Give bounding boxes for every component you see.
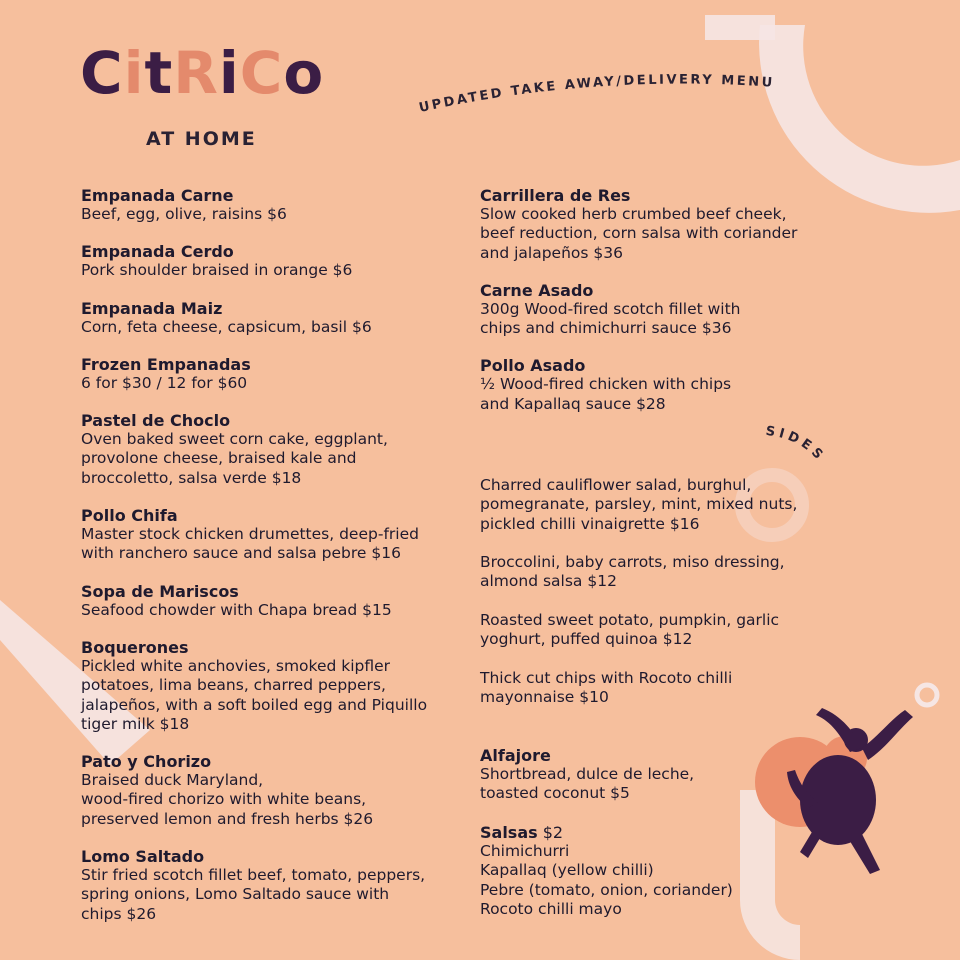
menu-item-name: Lomo Saltado bbox=[81, 847, 205, 867]
right-menu-column bbox=[480, 186, 880, 414]
menu-item bbox=[81, 638, 481, 734]
menu-item-desc: Oven baked sweet corn cake, eggplant, provolone cheese, braised kale and broccoletto, salsa verde $18 bbox=[81, 430, 388, 487]
menu-item bbox=[480, 281, 880, 339]
menu-item bbox=[81, 847, 481, 924]
menu-item-desc: Stir fried scotch fillet beef, tomato, peppers, spring onions, Lomo Saltado sauce with chips $26 bbox=[81, 866, 426, 923]
menu-item-name: Frozen Empanadas bbox=[81, 354, 251, 374]
menu-item-desc: Corn, feta cheese, capsicum, basil $6 bbox=[81, 317, 372, 336]
menu-item-desc: Slow cooked herb crumbed beef cheek, beef reduction, corn salsa with coriander and jalapeños $36 bbox=[480, 205, 798, 262]
logo-letter: t bbox=[144, 39, 174, 107]
menu-item-desc: Shortbread, dulce de leche, toasted coconut $5 bbox=[480, 765, 695, 803]
menu-item-name: Pato y Chorizo bbox=[81, 752, 212, 772]
side-item: Roasted sweet potato, pumpkin, garlic yoghurt, puffed quinoa $12 bbox=[480, 611, 780, 649]
menu-item-name: Pastel de Choclo bbox=[81, 411, 231, 431]
menu-item bbox=[480, 356, 880, 414]
logo-letter: R bbox=[173, 39, 219, 107]
menu-tagline-text: UPDATED TAKE AWAY/DELIVERY MENU bbox=[417, 72, 776, 116]
logo-letter: C bbox=[80, 39, 124, 107]
side-item: Charred cauliflower salad, burghul, pomegranate, parsley, mint, mixed nuts, pickled chilli vinaigrette $16 bbox=[480, 476, 798, 533]
menu-item-name: Boquerones bbox=[81, 637, 189, 657]
dessert-section bbox=[480, 746, 880, 804]
menu-item bbox=[480, 186, 880, 263]
menu-item bbox=[81, 355, 481, 393]
salsas-heading bbox=[480, 823, 880, 842]
menu-item-desc: Beef, egg, olive, raisins $6 bbox=[81, 205, 287, 223]
menu-item-name: Pollo Chifa bbox=[81, 506, 178, 526]
tagline-curve bbox=[410, 60, 830, 140]
menu-item bbox=[480, 746, 880, 804]
menu-item bbox=[81, 411, 481, 488]
menu-item bbox=[81, 186, 481, 224]
menu-item-desc: 6 for $30 / 12 for $60 bbox=[81, 373, 248, 392]
menu-item bbox=[81, 752, 481, 829]
menu-item-desc: Pork shoulder braised in orange $6 bbox=[81, 261, 353, 280]
menu-item-desc: Pickled white anchovies, smoked kipfler potatoes, lima beans, charred peppers, jalapeños, with a soft boiled egg and Piquillo tiger milk $18 bbox=[81, 656, 428, 733]
menu-item-name: Empanada Maiz bbox=[81, 298, 223, 318]
menu-item-name: Carrillera de Res bbox=[480, 186, 631, 205]
menu-item-name: Alfajore bbox=[480, 746, 551, 765]
menu-item bbox=[480, 823, 880, 919]
menu-item bbox=[81, 242, 481, 280]
brand-subtitle: AT HOME bbox=[146, 128, 257, 150]
salsas-name: Salsas bbox=[480, 823, 538, 842]
menu-item-name: Carne Asado bbox=[480, 280, 594, 300]
top-right-arc-cap bbox=[705, 15, 775, 40]
menu-item bbox=[81, 506, 481, 564]
side-item: Broccolini, baby carrots, miso dressing, almond salsa $12 bbox=[480, 553, 785, 591]
salsas-section bbox=[480, 823, 880, 919]
menu-item-desc: Seafood chowder with Chapa bread $15 bbox=[81, 600, 392, 619]
menu-item-name: Empanada Carne bbox=[81, 186, 234, 205]
side-item: Thick cut chips with Rocoto chilli mayonnaise $10 bbox=[480, 669, 733, 707]
menu-item bbox=[81, 299, 481, 337]
menu-tagline bbox=[418, 73, 775, 116]
sides-label-text: SIDES bbox=[764, 423, 829, 466]
menu-item bbox=[81, 582, 481, 620]
menu-item-name: Sopa de Mariscos bbox=[81, 581, 239, 601]
sides-label-curve bbox=[760, 420, 850, 480]
menu-item-desc: 300g Wood-fired scotch fillet with chips and chimichurri sauce $36 bbox=[480, 299, 741, 338]
logo-letter: C bbox=[239, 39, 284, 107]
sides-label bbox=[765, 424, 828, 465]
logo-letter: o bbox=[283, 39, 325, 107]
menu-item-desc: ½ Wood-fired chicken with chips and Kapallaq sauce $28 bbox=[480, 375, 732, 413]
menu-item-desc: Braised duck Maryland, wood-fired chorizo with white beans, preserved lemon and fresh herbs $26 bbox=[81, 771, 374, 828]
small-ring bbox=[917, 685, 937, 705]
brand-logo bbox=[80, 39, 325, 107]
logo-letter: i bbox=[123, 39, 145, 107]
salsas-list: Chimichurri Kapallaq (yellow chilli) Pebre (tomato, onion, coriander) Rocoto chilli mayo bbox=[480, 842, 733, 918]
logo-letter: i bbox=[218, 39, 240, 107]
left-menu-column bbox=[81, 186, 481, 924]
menu-item-desc: Master stock chicken drumettes, deep-fried with ranchero sauce and salsa pebre $16 bbox=[81, 525, 419, 563]
salsas-price: $2 bbox=[537, 823, 564, 842]
menu-item-name: Empanada Cerdo bbox=[81, 242, 234, 262]
menu-item-name: Pollo Asado bbox=[480, 356, 586, 376]
